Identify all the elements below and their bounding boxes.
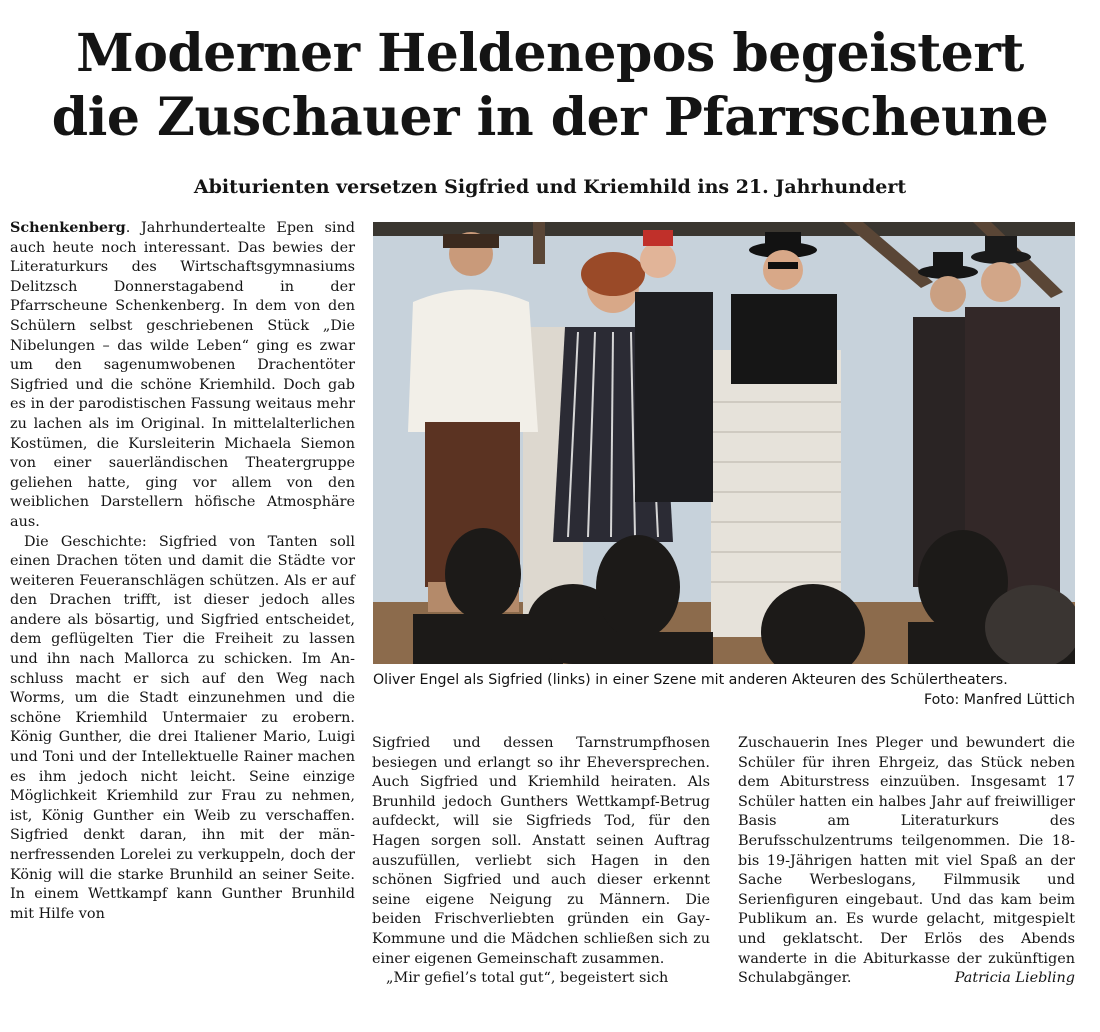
dateline: Schenkenberg: [10, 219, 126, 236]
stage-photo: [373, 222, 1075, 664]
paragraph-text: Zuschauerin Ines Pleger und bewundert die Schüler für ihren Ehrgeiz, das Stück neben dem Abiturstress einzuüben. Insgesamt 17 Schüler hatten ein halbes Jahr auf freiwilliger Basis am Literaturkurs des Berufsschulzentrums teilgenommen. Die 18- bis 19-Jährigen hatten mit viel Spaß an der Sache Werbeslogans, Filmmusik und Serienfiguren eingebaut. Und das kam beim Publikum an. Es wurde gelacht, mitgespielt und geklatscht. Der Erlös des Abends wanderte in die Abiturkasse der zukünftigen Schulabgänger.: [738, 735, 1075, 987]
paragraph-text: . Jahrhundertealte Epen sind auch heute noch interessant. Das bewies der Literaturkurs des Wirtschaftsgymnasiums Delitzsch Donnerstagabend in der Pfarrscheune Schenkenberg. In dem von den Schülern selbst geschriebenen Stück „Die Nibelungen – das wilde Leben“ ging es zwar um den sagenumwobenen Drachentöter Sigfried und die schöne Kriemhild. Doch gab es in der parodistischen Fassung weitaus mehr zu lachen als im Original. In mittelalterlichen Kostümen, die Kursleiterin Michaela Siemon von einer sauerländischen Theatergruppe geliehen hatte, ging vor allem von den weiblichen Darstellern höfische Atmosphäre aus.: [10, 220, 355, 530]
headline-line-2: die Zuschauer in der Pfarrscheune: [51, 87, 1049, 148]
paragraph: Die Geschichte: Sigfried von Tanten soll einen Drachen töten und damit die Städte vor weiteren Feueranschlägen schützen. Als er auf den Drachen trifft, ist dieser jedoch alles andere als bösartig, und Sigfried entscheidet, dem geflügelten Tier die Freiheit zu lassen und ihn nach Mallorca zu schicken. Im Anschluss macht er sich auf den Weg nach Worms, um die Stadt einzunehmen und die schöne Kriemhild Untermaier zu erobern. König Gunther, die drei Italiener Mario, Luigi und Toni und der Intellektuelle Rainer machen es ihm jedoch nicht leicht. Seine einzige Möglichkeit Kriemhild zur Frau zu nehmen, ist, König Gunther ein Weib zu verschaffen. Sigfried denkt daran, ihn mit der männerfressenden Lorelei zu verkuppeln, doch der König will die starke Brunhild an seiner Seite. In einem Wettkampf kann Gunther Brunhild mit Hilfe von: [10, 533, 355, 922]
article-column-2: [372, 734, 710, 989]
subheadline: Abiturienten versetzen Sigfried und Kriemhild ins 21. Jahrhundert: [193, 176, 907, 198]
article-column-1: [10, 218, 355, 924]
headline: [0, 22, 1100, 150]
caption-text: Oliver Engel als Sigfried (links) in einer Szene mit anderen Akteuren des Schülertheaters.: [373, 672, 1008, 688]
article-column-3: [738, 734, 1075, 989]
paragraph: [10, 218, 355, 533]
paragraph: „Mir gefiel’s total gut“, begeistert sich: [386, 970, 669, 987]
paragraph: [738, 734, 1075, 989]
stage-photo-illustration: [373, 222, 1075, 664]
paragraph: Sigfried und dessen Tarnstrumpfhosen besiegen und erlangt so ihr Eheversprechen. Auch Sigfried und Kriemhild heiraten. Als Brunhild jedoch Gunthers Wettkampf-Betrug aufdeckt, will sie Sigfrieds Tod, für den Hagen sorgen soll. Anstatt seinen Auftrag auszufüllen, verliebt sich Hagen in den schönen Sigfried und auch dieser erkennt seine eigene Neigung zu Männern. Die beiden Frischverliebten gründen ein Gay-Kommune und die Mädchen schließen sich zu einer eigenen Gemeinschaft zusammen.: [372, 735, 710, 967]
photo-credit: Foto: Manfred Lüttich: [923, 692, 1075, 708]
headline-line-1: Moderner Heldenepos begeistert: [76, 23, 1024, 84]
author-byline: Patricia Liebling: [954, 970, 1075, 987]
photo-caption: [373, 670, 1075, 710]
